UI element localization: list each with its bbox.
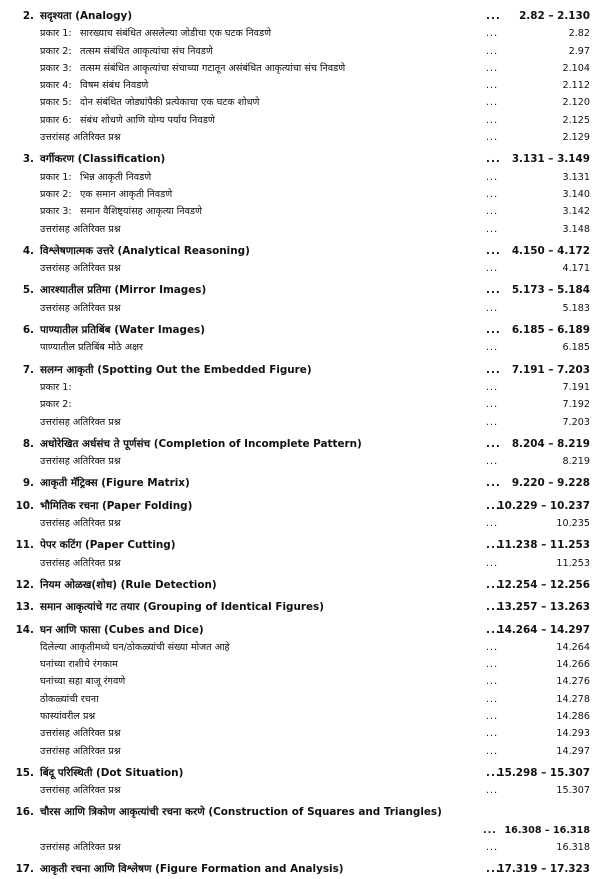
subtopic-title: समान वैशिष्ट्यांसह आकृत्या निवडणे	[80, 206, 202, 218]
subtopic-title: संबंध शोधणे आणि योग्य पर्याय निवडणे	[80, 114, 215, 126]
leader-dots: ...	[486, 171, 499, 183]
page-reference: 14.297	[556, 745, 590, 757]
toc-item-row	[0, 129, 600, 146]
page-reference: 10.229 – 10.237	[497, 499, 590, 512]
toc-page-range-row	[0, 822, 600, 839]
chapter-number: 5.	[22, 284, 34, 297]
item-title: उत्तरांसह अतिरिक्त प्रश्न	[40, 518, 121, 530]
chapter-number: 10.	[15, 499, 34, 512]
page-reference: 16.318	[556, 842, 590, 854]
toc-item-row	[0, 691, 600, 708]
chapter-title: सदृश्यता (Analogy)	[40, 10, 133, 22]
leader-dots: ...	[486, 284, 501, 297]
page-reference: 7.191	[562, 381, 590, 393]
toc-subtopic-row	[0, 169, 600, 186]
leader-dots: ...	[486, 676, 499, 688]
chapter-title: नियम ओळख(शोध) (Rule Detection)	[40, 578, 217, 591]
page-reference: 13.257 – 13.263	[497, 601, 590, 614]
chapter-title: विश्लेषणात्मक उत्तरे (Analytical Reasoning)	[40, 244, 250, 257]
item-title: उत्तरांसह अतिरिक्त प्रश्न	[40, 132, 121, 144]
chapter-title: पेपर कटिंग (Paper Cutting)	[40, 539, 176, 552]
item-title: उत्तरांसह अतिरिक्त प्रश्न	[40, 302, 121, 314]
page-reference: 3.140	[562, 188, 590, 200]
chapter-title: आकृती रचना आणि विश्लेषण (Figure Formation and Analysis)	[40, 863, 344, 876]
page-reference: 2.82 – 2.130	[519, 10, 590, 22]
subtopic-title: सारख्याच संबंधित असलेल्या जोडीचा एक घटक निवडणे	[80, 28, 272, 40]
toc-chapter-row	[0, 537, 600, 554]
leader-dots: ...	[486, 363, 501, 376]
leader-dots: ...	[486, 62, 499, 74]
toc-subtopic-row	[0, 379, 600, 396]
chapter-title: पाण्यातील प्रतिबिंब (Water Images)	[40, 324, 205, 337]
toc-item-row	[0, 414, 600, 431]
leader-dots: ...	[486, 557, 499, 569]
leader-dots: ...	[486, 766, 501, 779]
chapter-number: 4.	[22, 244, 34, 257]
toc-chapter-row	[0, 322, 600, 339]
chapter-number: 12.	[15, 578, 34, 591]
chapter-number: 16.	[15, 806, 34, 819]
item-title: पाण्यातील प्रतिबिंब मोठे अक्षर	[40, 342, 143, 354]
leader-dots: ...	[486, 223, 499, 235]
subtopic-label: प्रकार 2:	[40, 45, 72, 57]
page-reference: 7.191 – 7.203	[511, 363, 590, 376]
item-title: उत्तरांसह अतिरिक्त प्रश्न	[40, 785, 121, 797]
toc-chapter-row	[0, 765, 600, 782]
page-reference: 9.220 – 9.228	[511, 477, 590, 490]
leader-dots: ...	[486, 659, 499, 671]
subtopic-label: प्रकार 5:	[40, 97, 72, 109]
subtopic-label: प्रकार 1:	[40, 171, 72, 183]
leader-dots: ...	[486, 601, 501, 614]
table-of-contents	[0, 8, 600, 879]
page-reference: 14.286	[556, 710, 590, 722]
leader-dots: ...	[486, 188, 499, 200]
chapter-title: घन आणि फासा (Cubes and Dice)	[40, 623, 204, 636]
item-title: फास्यांवरील प्रश्न	[40, 710, 96, 722]
leader-dots: ...	[486, 623, 501, 636]
chapter-number: 8.	[22, 437, 34, 450]
toc-chapter-row	[0, 151, 600, 168]
toc-item-row	[0, 453, 600, 470]
chapter-number: 2.	[22, 10, 34, 22]
leader-dots: ...	[486, 477, 501, 490]
page-reference: 14.266	[556, 659, 590, 671]
subtopic-label: प्रकार 3:	[40, 62, 72, 74]
toc-subtopic-row	[0, 396, 600, 413]
toc-chapter-row	[0, 861, 600, 878]
chapter-number: 3.	[22, 153, 34, 166]
toc-item-row	[0, 782, 600, 799]
chapter-title: समान आकृत्यांचे गट तयार (Grouping of Identical Figures)	[40, 601, 324, 614]
page-reference: 2.82	[568, 28, 590, 40]
item-title: उत्तरांसह अतिरिक्त प्रश्न	[40, 416, 121, 428]
leader-dots: ...	[486, 132, 499, 144]
toc-item-row	[0, 515, 600, 532]
page-reference: 11.238 – 11.253	[497, 539, 590, 552]
toc-item-row	[0, 639, 600, 656]
page-reference: 8.204 – 8.219	[511, 437, 590, 450]
page-reference: 2.97	[568, 45, 590, 57]
chapter-title: चौरस आणि त्रिकोण आकृत्यांची रचना करणे (Construction of Squares and Triangles)	[40, 806, 442, 819]
page-reference: 14.293	[556, 728, 590, 740]
chapter-number: 15.	[15, 766, 34, 779]
subtopic-title: एक समान आकृती निवडणे	[80, 188, 173, 200]
leader-dots: ...	[486, 206, 499, 218]
leader-dots: ...	[486, 114, 499, 126]
toc-subtopic-row	[0, 186, 600, 203]
toc-subtopic-row	[0, 60, 600, 77]
toc-item-row	[0, 743, 600, 760]
toc-chapter-row	[0, 8, 600, 25]
subtopic-label: प्रकार 1:	[40, 28, 72, 40]
leader-dots: ...	[486, 381, 499, 393]
page-reference: 3.131	[562, 171, 590, 183]
page-reference: 2.120	[562, 97, 590, 109]
toc-chapter-row	[0, 577, 600, 594]
toc-item-row	[0, 673, 600, 690]
subtopic-title: दोन संबंधित जोड्यांपैकी प्रत्येकाचा एक घटक शोधणे	[80, 97, 260, 109]
page-reference: 14.264 – 14.297	[497, 623, 590, 636]
toc-chapter-row	[0, 282, 600, 299]
page-reference: 5.183	[562, 302, 590, 314]
chapter-number: 7.	[22, 363, 34, 376]
page-reference: 17.319 – 17.323	[497, 863, 590, 876]
leader-dots: ...	[483, 824, 497, 836]
leader-dots: ...	[486, 785, 499, 797]
leader-dots: ...	[486, 539, 501, 552]
page-reference: 10.235	[556, 518, 590, 530]
page-reference: 16.308 – 16.318	[504, 824, 590, 836]
item-title: दिलेल्या आकृतीमध्ये घन/ठोकळ्यांची संख्या मोजत आहे	[40, 641, 230, 653]
leader-dots: ...	[486, 641, 499, 653]
toc-item-row	[0, 839, 600, 856]
toc-subtopic-row	[0, 25, 600, 42]
page-reference: 3.142	[562, 206, 590, 218]
toc-chapter-row	[0, 498, 600, 515]
page-reference: 6.185 – 6.189	[511, 324, 590, 337]
toc-chapter-row	[0, 804, 600, 821]
subtopic-label: प्रकार 2:	[40, 188, 72, 200]
leader-dots: ...	[486, 416, 499, 428]
page-reference: 12.254 – 12.256	[497, 578, 590, 591]
leader-dots: ...	[486, 324, 501, 337]
chapter-title: आरश्यातील प्रतिमा (Mirror Images)	[40, 284, 207, 297]
chapter-title: भौमितिक रचना (Paper Folding)	[40, 499, 193, 512]
leader-dots: ...	[486, 710, 499, 722]
chapter-number: 14.	[15, 623, 34, 636]
leader-dots: ...	[486, 578, 501, 591]
item-title: उत्तरांसह अतिरिक्त प्रश्न	[40, 263, 121, 275]
page-reference: 3.148	[562, 223, 590, 235]
leader-dots: ...	[486, 80, 499, 92]
item-title: घनांच्या राशीचे रंगकाम	[40, 659, 118, 671]
item-title: ठोकळ्यांची रचना	[40, 693, 99, 705]
subtopic-title: विषम संबंध निवडणे	[80, 80, 149, 92]
chapter-number: 6.	[22, 324, 34, 337]
item-title: उत्तरांसह अतिरिक्त प्रश्न	[40, 728, 121, 740]
chapter-number: 11.	[15, 539, 34, 552]
page-reference: 5.173 – 5.184	[511, 284, 590, 297]
chapter-number: 13.	[15, 601, 34, 614]
leader-dots: ...	[486, 244, 501, 257]
leader-dots: ...	[486, 28, 499, 40]
toc-item-row	[0, 221, 600, 238]
chapter-title: अधोरेखित अर्धसंच ते पूर्णसंच (Completion of Incomplete Pattern)	[40, 437, 362, 450]
leader-dots: ...	[486, 693, 499, 705]
page-reference: 2.112	[562, 80, 590, 92]
toc-chapter-row	[0, 599, 600, 616]
page-reference: 15.298 – 15.307	[497, 766, 590, 779]
item-title: उत्तरांसह अतिरिक्त प्रश्न	[40, 557, 121, 569]
subtopic-title: तत्सम संबंधित आकृत्यांचा संच निवडणे	[80, 45, 213, 57]
leader-dots: ...	[486, 745, 499, 757]
item-title: उत्तरांसह अतिरिक्त प्रश्न	[40, 223, 121, 235]
page-reference: 15.307	[556, 785, 590, 797]
item-title: घनांच्या सहा बाजू रंगवणे	[40, 676, 126, 688]
page-reference: 4.150 – 4.172	[511, 244, 590, 257]
toc-chapter-row	[0, 436, 600, 453]
item-title: उत्तरांसह अतिरिक्त प्रश्न	[40, 842, 121, 854]
page-reference: 14.278	[556, 693, 590, 705]
page-reference: 2.125	[562, 114, 590, 126]
leader-dots: ...	[486, 302, 499, 314]
toc-subtopic-row	[0, 203, 600, 220]
toc-item-row	[0, 708, 600, 725]
chapter-title: वर्गीकरण (Classification)	[40, 153, 166, 166]
subtopic-title: भिन्न आकृती निवडणे	[80, 171, 152, 183]
chapter-title: सलग्न आकृती (Spotting Out the Embedded Figure)	[40, 363, 312, 376]
toc-chapter-row	[0, 622, 600, 639]
subtopic-title: तत्सम संबंधित आकृत्यांचा संचाच्या गटातून असंबंधित आकृत्यांचा संच निवडणे	[80, 62, 346, 74]
page-reference: 7.203	[562, 416, 590, 428]
toc-subtopic-row	[0, 43, 600, 60]
leader-dots: ...	[486, 45, 499, 57]
leader-dots: ...	[486, 499, 501, 512]
subtopic-label: प्रकार 6:	[40, 114, 72, 126]
toc-item-row	[0, 260, 600, 277]
leader-dots: ...	[486, 399, 499, 411]
subtopic-label: प्रकार 4:	[40, 80, 72, 92]
toc-item-row	[0, 725, 600, 742]
toc-subtopic-row	[0, 94, 600, 111]
leader-dots: ...	[486, 456, 499, 468]
toc-item-row	[0, 656, 600, 673]
chapter-title: आकृती मॅट्रिक्स (Figure Matrix)	[40, 477, 190, 490]
page-reference: 3.131 – 3.149	[511, 153, 590, 166]
chapter-number: 9.	[22, 477, 34, 490]
page-reference: 8.219	[562, 456, 590, 468]
page-reference: 14.276	[556, 676, 590, 688]
leader-dots: ...	[486, 518, 499, 530]
leader-dots: ...	[486, 153, 501, 166]
leader-dots: ...	[486, 263, 499, 275]
leader-dots: ...	[486, 728, 499, 740]
leader-dots: ...	[486, 342, 499, 354]
chapter-number: 17.	[15, 863, 34, 876]
page-reference: 4.171	[562, 263, 590, 275]
page-reference: 2.129	[562, 132, 590, 144]
page-reference: 6.185	[562, 342, 590, 354]
toc-item-row	[0, 555, 600, 572]
subtopic-label: प्रकार 2:	[40, 399, 72, 411]
toc-chapter-row	[0, 243, 600, 260]
toc-item-row	[0, 300, 600, 317]
item-title: उत्तरांसह अतिरिक्त प्रश्न	[40, 745, 121, 757]
page-reference: 7.192	[562, 399, 590, 411]
leader-dots: ...	[486, 10, 501, 22]
subtopic-label: प्रकार 1:	[40, 381, 72, 393]
leader-dots: ...	[486, 97, 499, 109]
toc-chapter-row	[0, 475, 600, 492]
chapter-title: बिंदू परिस्थिती (Dot Situation)	[40, 766, 184, 779]
toc-chapter-row	[0, 362, 600, 379]
toc-subtopic-row	[0, 77, 600, 94]
item-title: उत्तरांसह अतिरिक्त प्रश्न	[40, 456, 121, 468]
toc-subtopic-row	[0, 112, 600, 129]
leader-dots: ...	[486, 437, 501, 450]
subtopic-label: प्रकार 3:	[40, 206, 72, 218]
page-reference: 2.104	[562, 62, 590, 74]
leader-dots: ...	[486, 863, 501, 876]
toc-item-row	[0, 339, 600, 356]
leader-dots: ...	[486, 842, 499, 854]
page-reference: 14.264	[556, 641, 590, 653]
page-reference: 11.253	[556, 557, 590, 569]
